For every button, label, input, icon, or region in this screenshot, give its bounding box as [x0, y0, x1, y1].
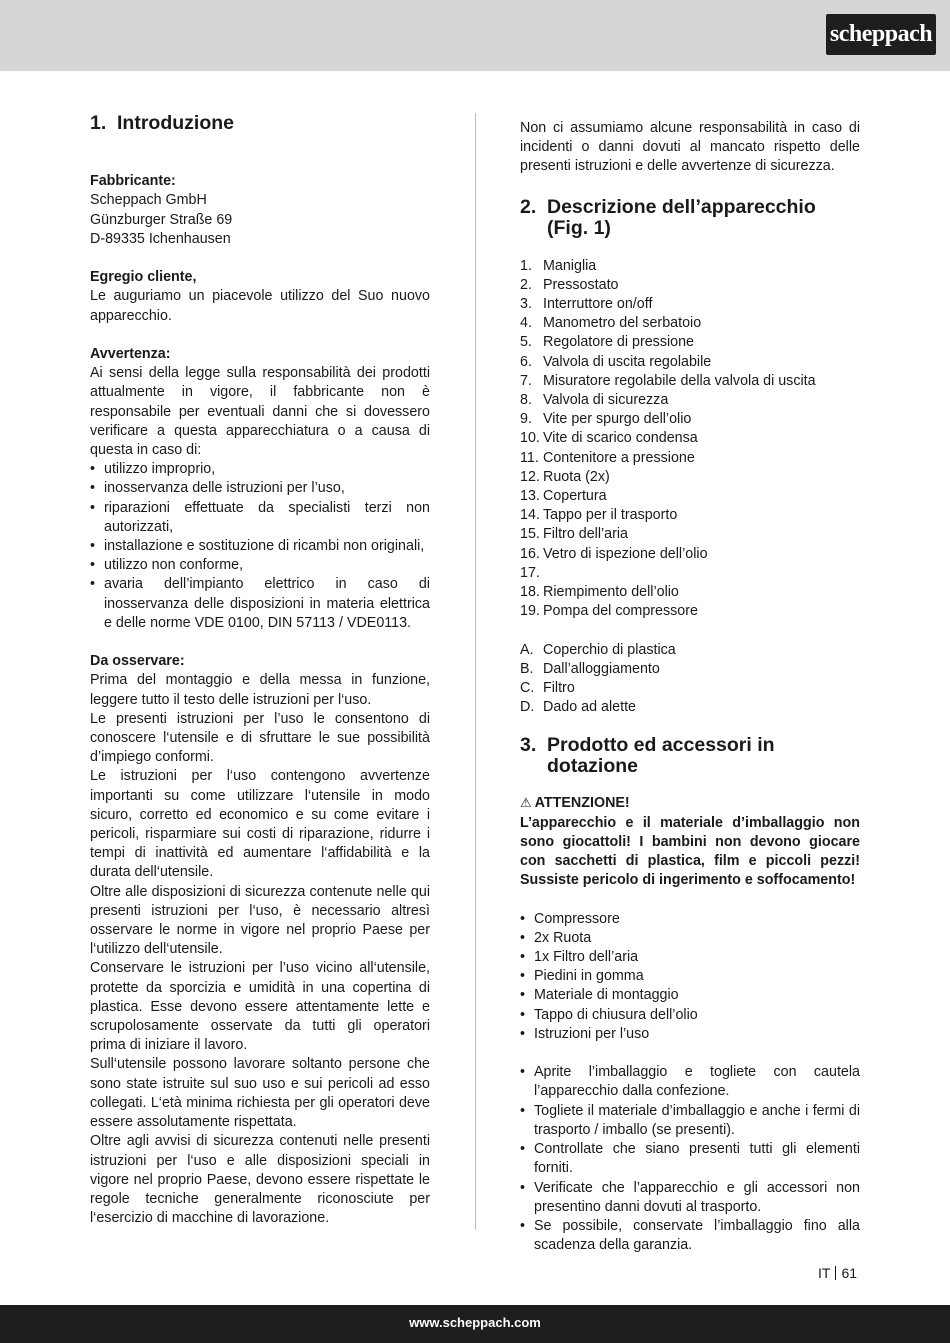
- item-number: 6.: [520, 353, 532, 370]
- item-label: Filtro: [543, 680, 575, 697]
- warning-bullet-list: [90, 460, 430, 633]
- item-number: 1.: [520, 257, 532, 274]
- observe-label: Da osservare:: [90, 653, 185, 670]
- section-number: 3.: [520, 734, 537, 757]
- list-item: • inosservanza delle istruzioni per l’uso,: [90, 479, 430, 498]
- list-item: [520, 468, 860, 487]
- page-num: 61: [841, 1265, 858, 1281]
- item-label: Riempimento dell’olio: [543, 584, 679, 601]
- manufacturer-line: Günzburger Straße 69: [90, 211, 233, 228]
- item-label: Filtro dell’aria: [543, 526, 629, 543]
- observe-paragraph: Sull‘utensile possono lavorare soltanto persone che sono state istruite sul suo uso e sui pericoli ad esso collegati. L‘età minima richiesta per gli operatori deve essere assolutamente rispettata.: [90, 1056, 430, 1131]
- list-item: [520, 372, 860, 391]
- customer-label: Egregio cliente,: [90, 269, 197, 286]
- section-heading-description: [520, 197, 860, 239]
- item-label: Contenitore a pressione: [543, 449, 695, 466]
- warning-text: Ai sensi della legge sulla responsabilità dei prodotti attualmente in vigore, il fabbricante non è responsabile per eventuali danni che si dovessero verificare a questa apparecchiatura o a causa di questa in caso di:: [90, 365, 430, 458]
- letter-parts-list: [520, 641, 860, 718]
- list-item: • Tappo di chiusura dell’olio: [520, 1006, 860, 1025]
- list-item: • Istruzioni per l’uso: [520, 1025, 860, 1044]
- item-number: 13.: [520, 488, 540, 505]
- list-item: [520, 525, 860, 544]
- item-number: 4.: [520, 315, 532, 332]
- list-item: • Togliete il materiale d’imballaggio e anche i fermi di trasporto / imballo (se presenti).: [520, 1102, 860, 1140]
- observe-paragraph: Conservare le istruzioni per l’uso vicino all‘utensile, protette da sporcizia e umidità in una copertina di plastica. Esse devono essere attentamente lette e scrupolosamente osservate da tutti gli operatori prima di iniziare il lavoro.: [90, 960, 430, 1054]
- item-label: Pressostato: [543, 276, 619, 293]
- scope-list: [520, 910, 860, 1044]
- list-item: [520, 506, 860, 525]
- warning-triangle-icon: ⚠: [520, 795, 532, 811]
- item-number: 7.: [520, 372, 532, 389]
- list-item: [520, 564, 860, 583]
- list-item: [520, 602, 860, 621]
- list-item: • Controllate che siano presenti tutti gli elementi forniti.: [520, 1140, 860, 1178]
- list-item: • 2x Ruota: [520, 929, 860, 948]
- list-item: [520, 276, 860, 295]
- item-number: 17.: [520, 564, 540, 581]
- right-column: [520, 113, 860, 1255]
- item-number: 5.: [520, 334, 532, 351]
- item-label: Vite di scarico condensa: [543, 430, 698, 447]
- item-number: 16.: [520, 545, 540, 562]
- item-label: Coperchio di plastica: [543, 641, 676, 658]
- item-label: Dall’alloggiamento: [543, 660, 660, 677]
- list-item: [520, 391, 860, 410]
- item-number: 11.: [520, 449, 539, 466]
- customer-text: Le auguriamo un piacevole utilizzo del Suo nuovo apparecchio.: [90, 288, 430, 324]
- manufacturer-line: Scheppach GmbH: [90, 192, 207, 209]
- page-number: [818, 1265, 857, 1281]
- item-label: Misuratore regolabile della valvola di uscita: [543, 372, 816, 389]
- section-title: Descrizione dell’apparecchio (Fig. 1): [547, 195, 816, 239]
- observe-paragraph: Prima del montaggio e della messa in funzione, leggere tutto il testo delle istruzioni per l‘uso.: [90, 672, 430, 708]
- list-item: [520, 429, 860, 448]
- list-item: [520, 679, 860, 698]
- list-item: [520, 698, 860, 717]
- list-item: • avaria dell’impianto elettrico in caso di inosservanza delle disposizioni in materia elettrica e delle norme VDE 0100, DIN 57113 / VDE0113.: [90, 575, 430, 633]
- list-item: [520, 545, 860, 564]
- section-heading-scope: [520, 735, 860, 777]
- list-item: • Materiale di montaggio: [520, 986, 860, 1005]
- observe-paragraph: Oltre alle disposizioni di sicurezza contenute nelle qui presenti istruzioni per l‘uso, è necessario altresì osservare le norme in vigore nel proprio Paese per l‘utilizzo dell‘utensile.: [90, 883, 430, 958]
- separator: [835, 1266, 836, 1280]
- item-letter: A.: [520, 641, 534, 658]
- parts-list: [520, 257, 860, 622]
- item-label: Tappo per il trasporto: [543, 507, 678, 524]
- item-label: Valvola di uscita regolabile: [543, 353, 712, 370]
- column-divider: [475, 113, 476, 1230]
- list-item: • utilizzo non conforme,: [90, 556, 430, 575]
- observe-paragraph: Le istruzioni per l‘uso contengono avvertenze importanti su come utilizzare l‘utensile in modo sicuro, corretto ed economico e su come evitare i pericoli, risparmiare sui costi di riparazione, ridurre i tempi di inattività ed aumentare l‘affidabilità e la durata dell‘utensile.: [90, 768, 430, 881]
- list-item: • Aprite l’imballaggio e togliete con cautela l’apparecchio dalla confezione.: [520, 1063, 860, 1101]
- section-title: Prodotto ed accessori in dotazione: [547, 734, 775, 778]
- manufacturer-line: D-89335 Ichenhausen: [90, 230, 231, 247]
- section-title: Introduzione: [117, 112, 234, 134]
- attention-text: L’apparecchio e il materiale d’imballaggio non sono giocattoli! I bambini non devono giocare con sacchetti di plastica, film e piccoli pezzi! Sussiste pericolo di ingerimento e soffocamento!: [520, 814, 860, 889]
- list-item: • Verificate che l’apparecchio e gli accessori non presentino danni dovuti al trasporto.: [520, 1179, 860, 1217]
- list-item: • riparazioni effettuate da specialisti terzi non autorizzati,: [90, 499, 430, 537]
- item-number: 14.: [520, 507, 540, 524]
- list-item: [520, 353, 860, 372]
- unpack-list: [520, 1063, 860, 1255]
- list-item: • Se possibile, conservate l’imballaggio fino alla scadenza della garanzia.: [520, 1217, 860, 1255]
- list-item: • 1x Filtro dell’aria: [520, 948, 860, 967]
- list-item: [520, 295, 860, 314]
- left-column: [90, 113, 430, 1228]
- item-label: Maniglia: [543, 257, 597, 274]
- item-label: Vite per spurgo dell’olio: [543, 411, 692, 428]
- list-item: [520, 314, 860, 333]
- list-item: • utilizzo improprio,: [90, 460, 430, 479]
- item-label: Pompa del compressore: [543, 603, 698, 620]
- list-item: • Compressore: [520, 910, 860, 929]
- observe-paragraph: Le presenti istruzioni per l’uso le consentono di conoscere l‘utensile e di sfruttare le sue possibilità d’impiego conformi.: [90, 710, 430, 766]
- item-number: 12.: [520, 468, 540, 485]
- warning-label: Avvertenza:: [90, 345, 171, 362]
- item-number: 10.: [520, 430, 540, 447]
- item-label: Dado ad alette: [543, 699, 636, 716]
- list-item: [520, 641, 860, 660]
- manufacturer-label: Fabbricante:: [90, 173, 176, 190]
- brand-logo: scheppach: [826, 14, 936, 55]
- item-number: 2.: [520, 276, 532, 293]
- liability-text: Non ci assumiamo alcune responsabilità in caso di incidenti o danni dovuti al mancato rispetto delle presenti istruzioni e delle avvertenze di sicurezza.: [520, 120, 860, 175]
- list-item: [520, 487, 860, 506]
- item-label: Vetro di ispezione dell’olio: [543, 545, 708, 562]
- item-number: 18.: [520, 584, 540, 601]
- item-number: 8.: [520, 392, 532, 409]
- header-bar: [0, 0, 950, 71]
- list-item: [520, 333, 860, 352]
- list-item: [520, 583, 860, 602]
- language-code: IT: [818, 1265, 831, 1281]
- item-letter: D.: [520, 699, 535, 716]
- section-heading-intro: [90, 113, 430, 134]
- list-item: [520, 257, 860, 276]
- item-number: 19.: [520, 603, 540, 620]
- item-letter: B.: [520, 660, 534, 677]
- section-number: 2.: [520, 195, 537, 218]
- observe-paragraph: Oltre agli avvisi di sicurezza contenuti nelle presenti istruzioni per l‘uso e alle disposizioni speciali in vigore nel proprio Paese, devono essere rispettate le regole tecniche generalmente riconosciute per l‘esercizio di macchine di lavorazione.: [90, 1133, 430, 1227]
- list-item: [520, 410, 860, 429]
- item-label: Ruota (2x): [543, 468, 610, 485]
- item-label: Manometro del serbatoio: [543, 315, 702, 332]
- website-link[interactable]: www.scheppach.com: [409, 1315, 541, 1330]
- list-item: • installazione e sostituzione di ricambi non originali,: [90, 537, 430, 556]
- attention-title: ATTENZIONE!: [534, 795, 630, 812]
- footer-bar: [0, 1305, 950, 1343]
- item-label: Valvola di sicurezza: [543, 392, 669, 409]
- list-item: [520, 660, 860, 679]
- attention-heading: [520, 793, 860, 813]
- item-label: Regolatore di pressione: [543, 334, 695, 351]
- item-number: 9.: [520, 411, 532, 428]
- item-number: 15.: [520, 526, 540, 543]
- section-number: 1.: [90, 112, 107, 134]
- list-item: • Piedini in gomma: [520, 967, 860, 986]
- item-label: Copertura: [543, 488, 607, 505]
- item-label: Interruttore on/off: [543, 296, 653, 313]
- item-number: 3.: [520, 296, 532, 313]
- list-item: [520, 449, 860, 468]
- item-letter: C.: [520, 680, 535, 697]
